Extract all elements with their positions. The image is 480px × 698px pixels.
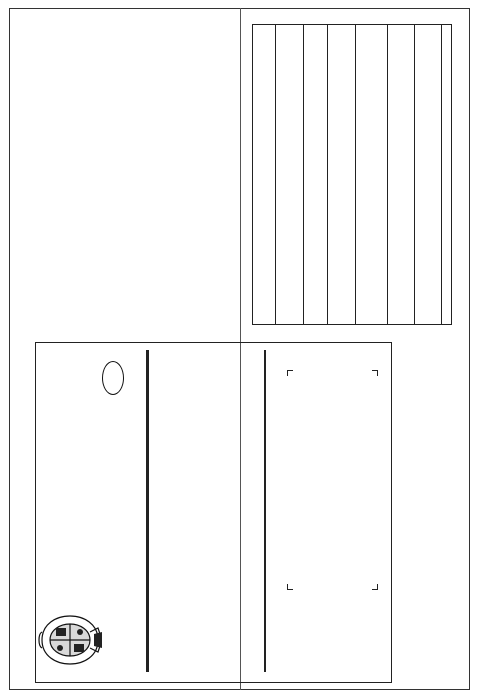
field-divider xyxy=(275,24,276,325)
coat-of-arms-icon xyxy=(36,610,104,670)
field-divider xyxy=(387,24,388,325)
field-divider xyxy=(327,24,328,325)
cover-divider-top xyxy=(146,350,149,672)
cover-divider-bottom xyxy=(264,350,266,672)
country-code-oval xyxy=(102,361,124,395)
field-divider xyxy=(355,24,356,325)
bracket-corner xyxy=(372,370,378,376)
bracket-corner xyxy=(287,584,293,590)
bracket-corner xyxy=(287,370,293,376)
bracket-corner xyxy=(372,584,378,590)
field-divider xyxy=(303,24,304,325)
field-divider xyxy=(441,24,442,325)
form-frame xyxy=(252,24,452,325)
field-divider xyxy=(414,24,415,325)
